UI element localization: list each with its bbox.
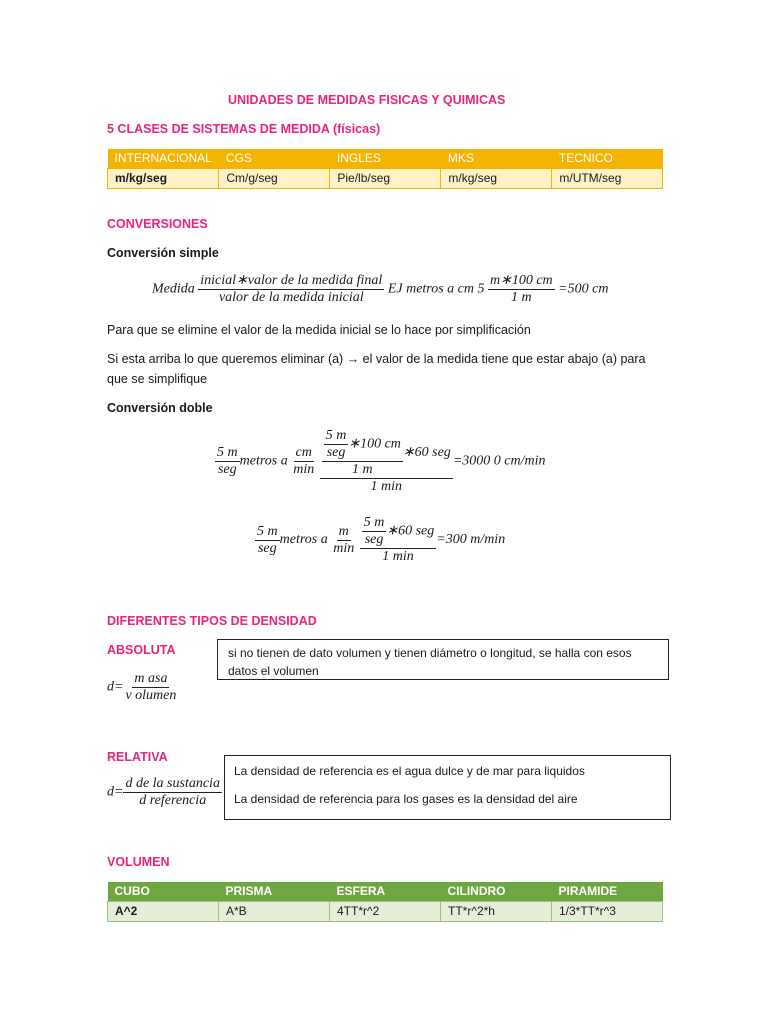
fraction-denominator: valor de la medida inicial [218,290,364,305]
note-line: datos el volumen [228,664,319,678]
fraction-denominator: seg [326,445,346,460]
table-header-cell: TECNICO [552,149,663,169]
mid-rest: ∗60 seg [402,445,451,461]
inner-fraction [324,428,349,461]
fraction-denominator: 1 min [382,549,414,564]
fraction-numerator: cm [295,445,312,460]
section-volumen-heading: VOLUMEN [107,855,170,869]
outer-fraction [360,515,437,565]
table-cell: m/kg/seg [441,169,552,189]
inner-rest: ∗60 seg [386,523,435,539]
fraction-numerator: 5 m [325,428,347,443]
table-cell: m/kg/seg [108,169,219,189]
formula-example-text: EJ metros a cm 5 [387,281,485,297]
fraction-denominator: 1 min [370,479,403,494]
unit-fraction [291,445,316,478]
conversion-doble-formula-2 [255,515,505,565]
inner-rest: ∗100 cm [348,436,401,452]
paragraph-regla-line1: Si esta arriba lo que queremos eliminar (a) → el valor de la medida tiene que estar abajo (a) para [107,352,646,366]
formula-lead: Medida [152,281,195,297]
formula-fraction [198,273,384,306]
outer-fraction [320,428,453,495]
table-row [108,902,663,922]
inner-fraction [362,515,387,548]
fraction-denominator: seg [217,462,237,477]
conversion-doble-heading: Conversión doble [107,401,213,415]
fraction-denominator: seg [257,540,277,556]
section-conversiones-heading: CONVERSIONES [107,217,208,231]
table-cell: 4TT*r^2 [330,902,441,922]
example-fraction [488,273,555,306]
note-line: La densidad de referencia para los gases es la densidad del aire [234,792,578,806]
table-cell: m/UTM/seg [552,169,663,189]
fraction-denominator: v olumen [125,688,177,703]
volumen-table [107,882,663,922]
table-header-cell: INGLES [330,149,441,169]
fraction-denominator: 1 m [511,290,532,305]
table-header-cell: ESFERA [330,882,441,902]
fraction-denominator: min [333,540,355,556]
fraction-numerator: inicial∗valor de la medida final [200,273,383,288]
conversion-simple-heading: Conversión simple [107,246,219,260]
relativa-formula [107,776,225,809]
outer-numerator [360,515,437,549]
table-row [108,169,663,189]
note-line: si no tienen de dato volumen y tienen diámetro o longitud, se halla con esos [228,646,632,660]
table-header-cell: MKS [441,149,552,169]
formula-lhs: d= [107,784,124,800]
fraction-denominator: 1 m [352,462,373,477]
mid-fraction [322,428,403,478]
relativa-formula-clip [107,776,225,816]
mid-numerator [322,428,403,462]
paragraph-simplificacion: Para que se elimine el valor de la medida inicial se lo hace por simplificación [107,323,531,337]
outer-numerator [320,428,453,479]
section-densidad-heading: DIFERENTES TIPOS DE DENSIDAD [107,614,317,628]
relativa-heading: RELATIVA [107,750,168,764]
table-cell: Cm/g/seg [219,169,330,189]
fraction-numerator: m asa [134,671,168,686]
unit-fraction [331,524,356,557]
fraction-numerator: d de la sustancia [125,776,220,791]
table-header-row [108,149,663,169]
table-cell: Pie/lb/seg [330,169,441,189]
note-line: La densidad de referencia es el agua dulce y de mar para liquidos [234,764,585,778]
fraction-numerator: 5 m [217,445,238,460]
density-fraction [123,671,178,704]
page-title: UNIDADES DE MEDIDAS FISICAS Y QUIMICAS [228,93,506,107]
table-header-cell: PRISMA [219,882,330,902]
fraction-numerator: 5 m [257,523,278,539]
conversion-doble-formula-1 [215,428,545,495]
formula-result: =3000 0 cm/min [452,453,546,469]
absoluta-heading: ABSOLUTA [107,643,176,657]
table-cell: 1/3*TT*r^3 [552,902,663,922]
formula-text: metros a [239,453,288,469]
table-header-cell: CUBO [108,882,219,902]
table-header-cell: INTERNACIONAL [108,149,219,169]
table-cell: A^2 [108,902,219,922]
lead-fraction [215,445,240,478]
absoluta-formula [107,671,178,704]
section-sistemas-heading: 5 CLASES DE SISTEMAS DE MEDIDA (físicas) [107,122,381,136]
density-fraction [123,776,222,809]
fraction-numerator: 5 m [363,515,385,530]
fraction-numerator: m∗100 cm [490,273,553,288]
fraction-denominator: seg [364,532,384,547]
paragraph-regla-line2: que se simplifique [107,372,208,386]
fraction-numerator: m [338,523,349,539]
table-header-cell: CGS [219,149,330,169]
lead-fraction [255,524,280,557]
formula-result: =300 m/min [436,532,506,548]
fraction-denominator: min [293,462,315,477]
table-cell: TT*r^2*h [441,902,552,922]
table-header-cell: PIRAMIDE [552,882,663,902]
formula-lhs: d= [107,679,124,695]
table-header-row [108,882,663,902]
absoluta-note-box [217,639,669,680]
conversion-simple-formula [152,273,608,306]
relativa-note-box [224,755,671,820]
table-cell: A*B [219,902,330,922]
sistemas-table [107,149,663,189]
formula-text: metros a [279,532,328,548]
formula-result: =500 cm [558,281,609,297]
table-header-cell: CILINDRO [441,882,552,902]
fraction-denominator: d referencia [139,793,207,808]
